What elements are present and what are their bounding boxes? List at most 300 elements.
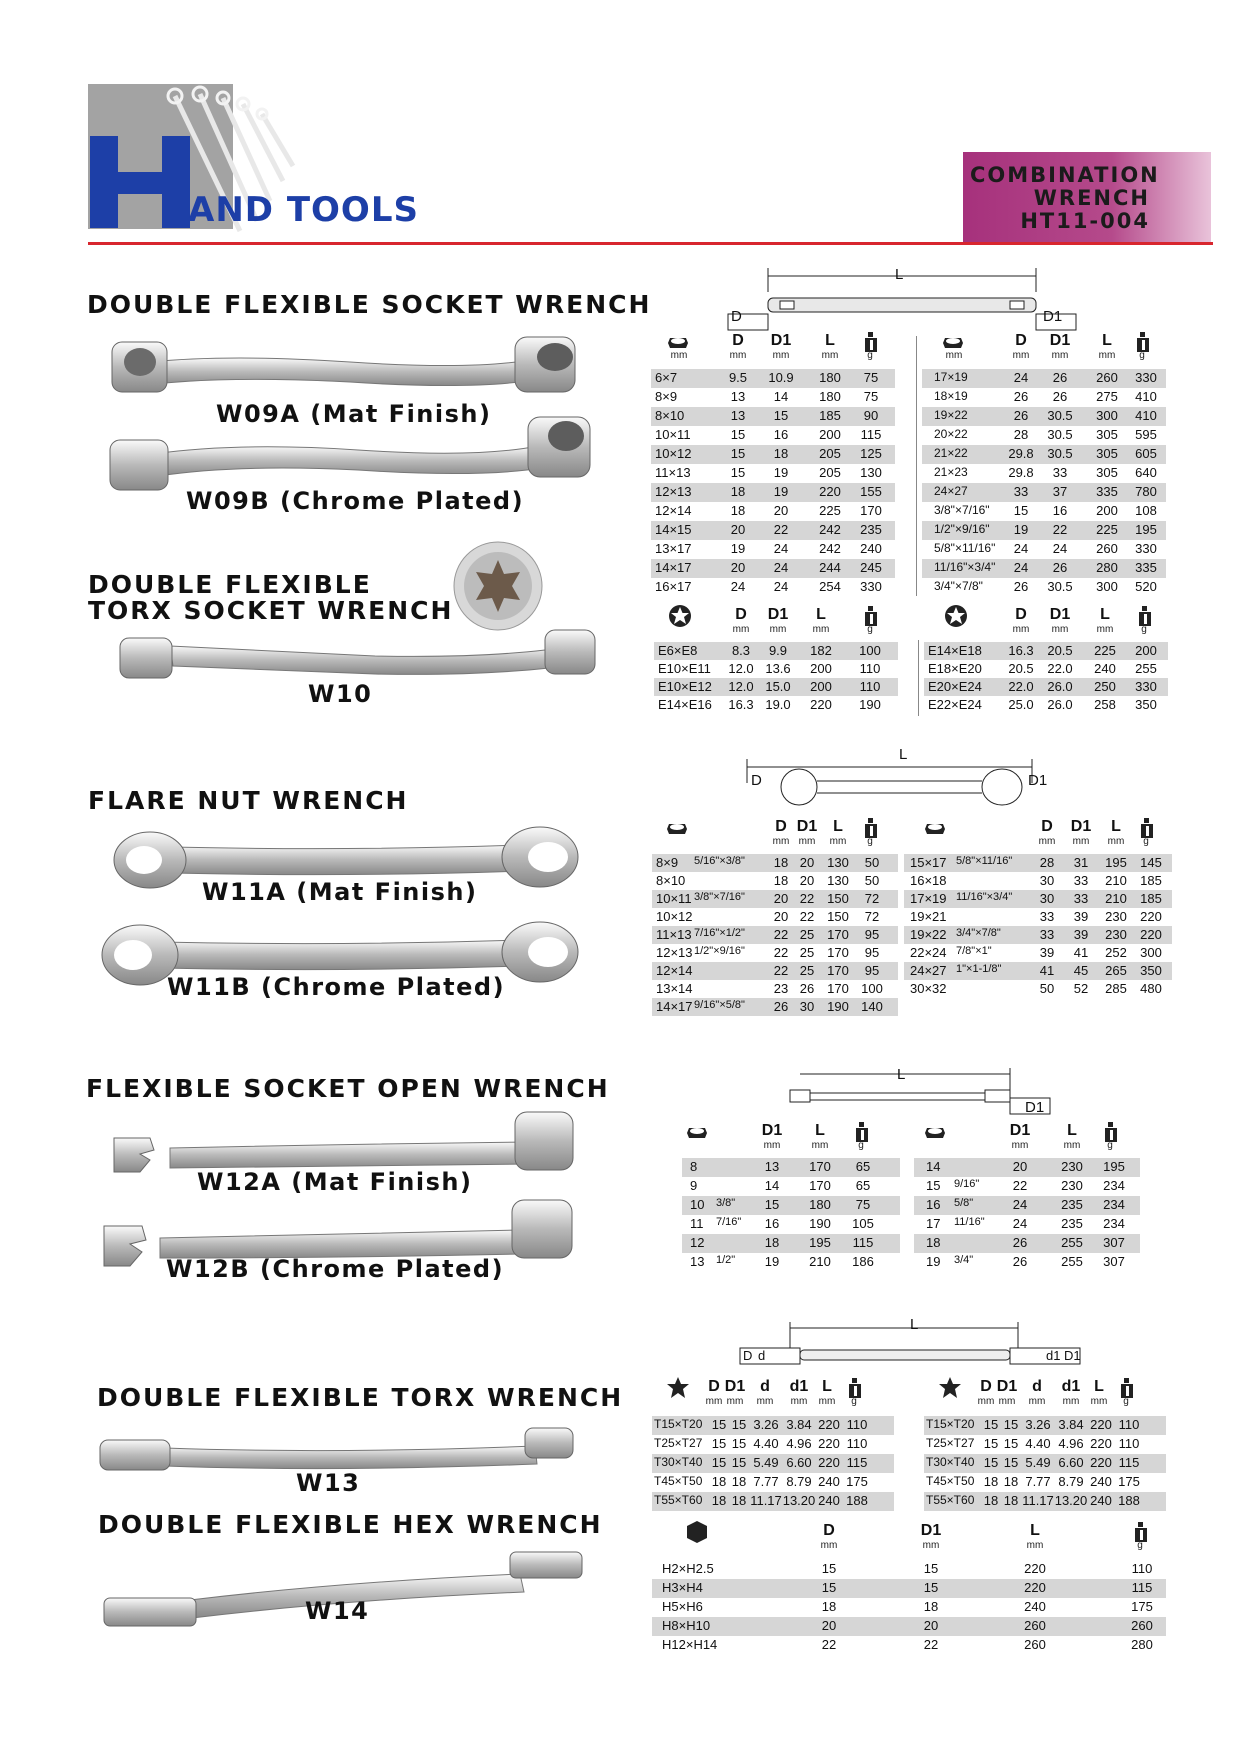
t5-right-unit-1: mm [977,1396,995,1407]
t1-right-unit-4: g [1139,350,1145,361]
t3-left-cell: 22 [773,927,789,942]
t2-left-cell: E10×E11 [658,661,711,676]
t4-right-cell: 16 [926,1197,941,1212]
t3-right-row [904,926,1172,944]
t6-row [652,1579,1166,1598]
t3-right-header-2: D1 [1070,818,1092,835]
t4-right-header-2: L [1067,1122,1077,1139]
t4-right-row [914,1196,1140,1215]
t1-right-cell: 18×19 [934,389,968,403]
table-t3-left [652,820,898,1020]
t3-left-cell: 22 [799,891,815,906]
t1-left-cell: 130 [860,465,882,480]
t5-right-cell: 188 [1118,1493,1140,1508]
t6-cell: 18 [923,1599,939,1614]
t4-left-cell: 19 [764,1254,780,1269]
t1-left-cell: 15 [730,446,746,461]
t2-right-cell: 255 [1135,661,1157,676]
t5-right-cell: 18 [983,1493,999,1508]
t3-right-row [904,908,1172,926]
t1-left-cell: 10.9 [768,370,794,385]
t3-right-cell: 33 [1039,927,1055,942]
t1-left-cell: 13 [730,389,746,404]
t1-right-cell: 260 [1096,370,1118,385]
t1-right-cell: 26 [1052,389,1068,404]
table-t3-right [904,820,1174,1020]
t1-right-cell: 30.5 [1047,427,1073,442]
t4-left-cell: 105 [852,1216,874,1231]
t3-right-cell: 45 [1073,963,1089,978]
t5-right-header-2: D1 [996,1378,1018,1395]
t1-right-cell: 37 [1052,484,1068,499]
t5-left-cell: 115 [846,1455,868,1470]
t3-right-cell: 265 [1105,963,1127,978]
t5-left-cell: 18 [711,1474,727,1489]
t4-left-cell: 16 [764,1216,780,1231]
t6-cell: 20 [923,1618,939,1633]
t5-right-unit-3: mm [1028,1396,1046,1407]
t3-left-cell: 1/2"×9/16" [694,945,745,957]
t5-left-cell: 7.77 [753,1474,779,1489]
t1-right-cell: 26 [1052,370,1068,385]
t4-left-cell: 14 [764,1178,780,1193]
t1-left-cell: 220 [819,484,841,499]
t5-left-cell: 8.79 [786,1474,812,1489]
t6-unit-1: mm [820,1540,838,1551]
t1-right-cell: 33 [1052,465,1068,480]
t1-right-cell: 19 [1013,522,1029,537]
t4-left-cell: 10 [690,1197,705,1212]
t5-left-cell: 18 [731,1493,747,1508]
t2-left-cell: 13.6 [765,661,791,676]
t1-left-cell: 180 [819,370,841,385]
t3-right-cell: 480 [1140,981,1162,996]
t1-left-cell: 13×17 [655,541,692,556]
t3-right-row [904,872,1172,890]
t4-right-cell: 26 [1012,1235,1028,1250]
t1-right-cell: 108 [1135,503,1157,518]
t3-left-cell: 10×12 [656,909,693,924]
t2-left-cell: 220 [810,697,832,712]
t1-left-cell: 200 [819,427,841,442]
t3-left-cell: 170 [827,981,849,996]
t2-right-row [924,696,1168,714]
t1-left-row [651,559,895,578]
t3-right-cell: 30 [1039,873,1055,888]
t5-right-cell: 15 [983,1417,999,1432]
t5-right-weight-icon [1120,1378,1134,1398]
t6-row [652,1636,1166,1655]
t5-left-cell: 15 [711,1436,727,1451]
model-w09a: W09A (Mat Finish) [216,400,492,428]
t1-left-cell: 10×11 [655,427,691,442]
t2-right-cell: 258 [1094,697,1116,712]
t1-left-unit-4: g [867,350,873,361]
t4-left-cell: 170 [809,1159,831,1174]
t3-left-cell: 150 [827,891,849,906]
t1-right-cell: 30.5 [1047,579,1073,594]
t1-left-unit-3: mm [821,350,839,361]
t6-cell: H5×H6 [662,1599,703,1614]
t1-left-cell: 14×15 [655,522,692,537]
t1-right-row [922,521,1166,540]
t2-left-cell: E14×E16 [658,697,712,712]
t6-cell: 260 [1024,1637,1046,1652]
t5-left-cell: 15 [731,1417,747,1432]
t6-cell: H12×H14 [662,1637,718,1652]
t3-right-cell: 210 [1105,891,1127,906]
t3-left-header-1: D [775,818,787,835]
t3-left-cell: 95 [864,963,880,978]
t1-left-row [651,521,895,540]
t5-left-unit-6: g [851,1396,857,1407]
t2-right-cell: 200 [1135,643,1157,658]
table-t6 [652,1524,1168,1654]
diagram-1-D1-label: D1 [1043,308,1063,325]
t1-left-cell: 8×10 [655,408,685,423]
t1-left-cell: 14 [773,389,789,404]
t1-right-cell: 26 [1052,560,1068,575]
t2-right-cell: 16.3 [1008,643,1034,658]
t3-right-cell: 17×19 [910,891,947,906]
t3-right-cell: 5/8"×11/16" [956,855,1013,867]
t3-right-cell: 50 [1039,981,1055,996]
t1-right-cell: 22 [1052,522,1068,537]
t6-row [652,1598,1166,1617]
t3-left-cell: 50 [864,855,880,870]
t2-left-cell: E10×E12 [658,679,712,694]
t1-left-row [651,426,895,445]
t3-right-cell: 210 [1105,873,1127,888]
t6-cell: 175 [1131,1599,1153,1614]
table-t4-right [914,1124,1144,1274]
t5-left-row [652,1435,894,1454]
t3-right-weight-icon [1140,818,1154,838]
t3-left-cell: 95 [864,927,880,942]
model-w11b: W11B (Chrome Plated) [167,973,506,1001]
t4-right-unit-2: mm [1063,1140,1081,1151]
t5-left-cell: 15 [711,1417,727,1432]
t3-right-cell: 220 [1140,927,1162,942]
t1-left-unit-2: mm [772,350,790,361]
diagram-4-d-label: d [758,1348,766,1363]
t1-right-row [922,426,1166,445]
t1-right-cell: 20×22 [934,427,968,441]
t3-left-cell: 30 [799,999,815,1014]
t1-right-cell: 335 [1096,484,1118,499]
t5-left-cell: 110 [846,1417,868,1432]
t3-left-row [652,962,898,980]
t3-left-cell: 20 [773,891,789,906]
t6-cell: 110 [1131,1561,1153,1576]
t4-right-cell: 307 [1103,1254,1125,1269]
logo-text: AND TOOLS [188,190,419,230]
t5-left-cell: 18 [711,1493,727,1508]
t4-right-cell: 234 [1103,1216,1125,1231]
t2-right-cell: 25.0 [1008,697,1034,712]
t1-right-cell: 520 [1135,579,1157,594]
t3-left-cell: 50 [864,873,880,888]
t1-right-row [922,578,1166,597]
model-w10: W10 [308,680,373,708]
t1-left-cell: 20 [730,522,746,537]
t3-left-cell: 140 [861,999,883,1014]
t4-right-cell: 24 [1012,1197,1028,1212]
t1-left-cell: 24 [730,579,746,594]
t3-right-cell: 230 [1105,927,1127,942]
diagram-4-D1-label: D1 [1064,1348,1081,1363]
model-w13: W13 [296,1469,361,1497]
t1-left-cell: 225 [819,503,841,518]
header-divider [88,242,1213,245]
t6-cell: 280 [1131,1637,1153,1652]
t4-right-cell: 307 [1103,1235,1125,1250]
t1-right-cell: 29.8 [1008,446,1034,461]
t3-right-row [904,890,1172,908]
model-w11a: W11A (Mat Finish) [202,878,478,906]
t2-left-cell: 12.0 [728,661,754,676]
t5-right-cell: 3.84 [1058,1417,1084,1432]
t1-left-cell: 10×12 [655,446,692,461]
t5-right-row [924,1435,1166,1454]
t1-right-cell: 17×19 [934,370,968,384]
t5-right-cell: 5.49 [1025,1455,1051,1470]
t3-left-cell: 190 [827,999,849,1014]
t3-right-header-3: L [1111,818,1121,835]
t1-left-cell: 13 [730,408,746,423]
t4-left-cell: 65 [855,1178,871,1193]
t3-left-row [652,872,898,890]
diagram-2-L-label: L [899,746,908,763]
t4-right-weight-icon [1104,1122,1118,1142]
t1-right-cell: 200 [1096,503,1118,518]
t5-left-cell: 4.96 [786,1436,812,1451]
t2-divider [918,640,919,716]
t3-right-cell: 195 [1105,855,1127,870]
t1-left-cell: 20 [773,503,789,518]
table-t5-left [652,1380,894,1510]
t1-left-cell: 18 [730,503,746,518]
t4-left-cell: 7/16" [716,1216,742,1228]
t1-left-cell: 90 [863,408,879,423]
badge-line-3: HT11-004 [1020,209,1150,233]
t1-left-cell: 20 [730,560,746,575]
t3-right-unit-1: mm [1038,836,1056,847]
t4-left-weight-icon [855,1122,869,1142]
t4-right-row [914,1177,1140,1196]
t4-left-cell: 3/8" [716,1197,736,1209]
t1-left-row [651,540,895,559]
t2-right-cell: 26.0 [1047,679,1073,694]
t1-right-cell: 29.8 [1008,465,1034,480]
t4-left-cell: 115 [852,1235,874,1250]
t5-right-cell: 15 [1003,1455,1019,1470]
t5-right-unit-6: g [1123,1396,1129,1407]
t1-right-header-1: D [1015,332,1027,349]
t2-left-unit-2: mm [769,624,787,635]
t3-right-row [904,980,1172,998]
t4-right-cell: 255 [1061,1235,1083,1250]
t3-left-cell: 14×17 [656,999,693,1014]
diagram-2-D-label: D [751,772,762,789]
t3-left-cell: 130 [827,855,849,870]
t6-hex-icon [686,1520,708,1544]
t2-right-cell: E14×E18 [928,643,982,658]
t6-cell: H2×H2.5 [662,1561,714,1576]
t6-header-3: L [1030,1522,1040,1539]
t5-right-cell: 4.96 [1058,1436,1084,1451]
t5-right-cell: 7.77 [1025,1474,1051,1489]
t6-cell: H3×H4 [662,1580,703,1595]
t1-right-row [922,483,1166,502]
t1-right-cell: 305 [1096,446,1118,461]
t1-right-header-3: L [1102,332,1112,349]
badge-line-1: COMBINATION [970,163,1160,187]
t2-left-cell: 12.0 [728,679,754,694]
t3-right-cell: 16×18 [910,873,947,888]
table-t5-right [924,1380,1166,1510]
t5-right-cell: 220 [1090,1436,1112,1451]
t3-left-cell: 8×9 [656,855,679,870]
t5-right-unit-4: mm [1062,1396,1080,1407]
t1-right-cell: 33 [1013,484,1029,499]
t3-left-cell: 25 [799,963,815,978]
t4-left-cell: 15 [764,1197,780,1212]
t2-right-cell: E18×E20 [928,661,982,676]
t5-right-cell: T30×T40 [926,1455,975,1469]
t3-left-row [652,854,898,872]
t4-right-row [914,1158,1140,1177]
t5-right-cell: 13.20 [1054,1493,1088,1508]
t5-left-row [652,1473,894,1492]
t3-left-cell: 170 [827,927,849,942]
t4-left-cell: 195 [809,1235,831,1250]
t4-left-cell: 8 [690,1159,698,1174]
t5-left-unit-2: mm [726,1396,744,1407]
t1-right-cell: 605 [1135,446,1157,461]
t5-left-cell: 175 [846,1474,868,1489]
diagram-2-D1-label: D1 [1028,772,1048,789]
t1-right-row [922,388,1166,407]
t6-cell: 115 [1131,1580,1153,1595]
t5-right-cell: 15 [983,1436,999,1451]
t4-left-cell: 11 [690,1216,704,1231]
diagram-4-d1-label: d1 [1046,1348,1061,1363]
t3-right-cell: 39 [1073,909,1089,924]
t1-right-cell: 3/4"×7/8" [934,579,983,593]
t6-header-2: D1 [920,1522,942,1539]
t4-left-size-icon [686,1124,708,1142]
t5-left-cell: T15×T20 [654,1417,703,1431]
t1-right-cell: 21×22 [934,446,968,460]
t3-left-row [652,998,898,1016]
t1-right-cell: 30.5 [1047,446,1073,461]
t1-right-cell: 19×22 [934,408,968,422]
table-t2-left [654,608,900,718]
t2-left-cell: 19.0 [765,697,791,712]
t6-cell: 240 [1024,1599,1046,1614]
t5-left-cell: 3.26 [753,1417,779,1432]
t1-left-cell: 12×14 [655,503,692,518]
t5-left-cell: 6.60 [786,1455,812,1470]
t5-left-header-4: d1 [789,1378,809,1395]
t3-left-cell: 26 [773,999,789,1014]
t3-left-cell: 23 [773,981,789,996]
t1-right-cell: 5/8"×11/16" [934,541,996,555]
t4-right-cell: 14 [926,1159,941,1174]
t3-left-cell: 9/16"×5/8" [694,999,745,1011]
t2-left-header-2: D1 [767,606,789,623]
t3-left-unit-1: mm [772,836,790,847]
t1-left-cell: 24 [773,579,789,594]
t1-left-row [651,464,895,483]
t1-left-cell: 75 [863,370,879,385]
t6-row [652,1617,1166,1636]
t1-left-cell: 254 [819,579,841,594]
t5-right-header-3: d [1032,1378,1042,1395]
t2-right-cell: 240 [1094,661,1116,676]
t5-left-unit-3: mm [756,1396,774,1407]
t1-right-row [922,540,1166,559]
t5-left-cell: 18 [731,1474,747,1489]
t3-right-cell: 22×24 [910,945,947,960]
t1-left-cell: 115 [860,427,882,442]
t4-right-cell: 3/4" [954,1254,974,1266]
t5-left-unit-4: mm [790,1396,808,1407]
t5-right-cell: 220 [1090,1455,1112,1470]
t4-left-cell: 13 [690,1254,705,1269]
t3-right-cell: 145 [1140,855,1162,870]
t3-left-row [652,980,898,998]
t5-left-row [652,1492,894,1511]
t6-cell: 220 [1024,1561,1046,1576]
t1-left-cell: 6×7 [655,370,678,385]
t5-right-cell: 15 [983,1455,999,1470]
t3-left-cell: 11×13 [656,927,692,942]
t3-right-row [904,962,1172,980]
t1-right-cell: 335 [1135,560,1157,575]
t1-left-unit-1: mm [729,350,747,361]
t5-right-cell: 11.17 [1022,1493,1054,1508]
t3-right-cell: 30 [1039,891,1055,906]
t3-left-cell: 95 [864,945,880,960]
category-badge-text [970,163,1160,233]
t4-left-unit-1: mm [763,1140,781,1151]
t5-right-cell: 220 [1090,1417,1112,1432]
t5-left-cell: 220 [818,1417,840,1432]
t5-left-cell: 11.17 [750,1493,782,1508]
t3-left-cell: 72 [864,891,880,906]
t4-right-cell: 26 [1012,1254,1028,1269]
t1-left-cell: 180 [819,389,841,404]
t3-right-cell: 41 [1073,945,1089,960]
t3-right-cell: 252 [1105,945,1127,960]
t4-left-cell: 180 [809,1197,831,1212]
t2-left-cell: 15.0 [765,679,791,694]
t2-right-header-1: D [1015,606,1027,623]
t5-left-cell: 15 [711,1455,727,1470]
t4-left-cell: 190 [809,1216,831,1231]
t1-left-unit-0: mm [670,350,688,361]
t5-left-row [652,1416,894,1435]
t1-right-row [922,464,1166,483]
t3-left-cell: 18 [773,855,789,870]
t4-left-row [682,1253,900,1272]
t2-left-cell: 100 [859,643,881,658]
badge-line-2: WRENCH [1033,186,1150,210]
t5-right-cell: 6.60 [1058,1455,1084,1470]
t6-cell: 15 [923,1561,939,1576]
